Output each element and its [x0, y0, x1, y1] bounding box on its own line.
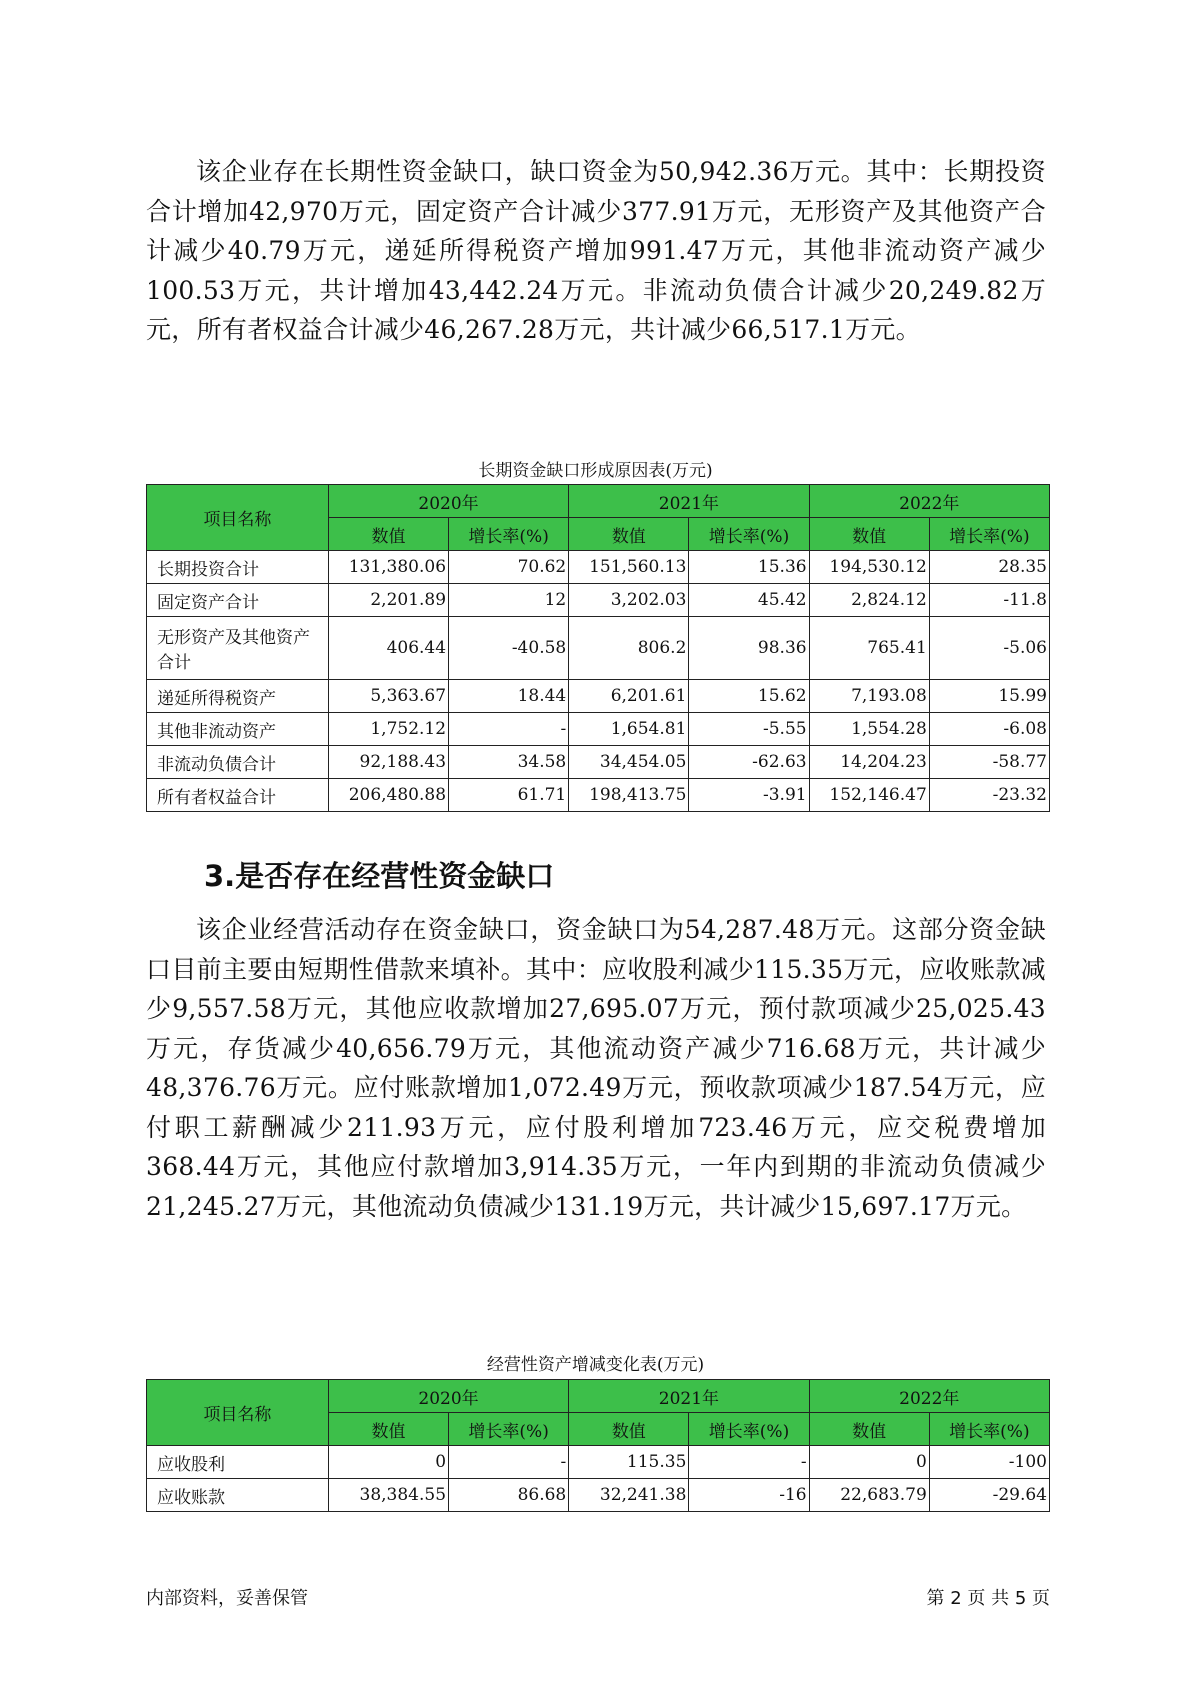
header-value: 数值: [328, 1413, 448, 1446]
table-row: [147, 617, 1050, 680]
header-growth: 增长率(%): [449, 518, 569, 551]
cell-value: 92,188.43: [328, 746, 448, 779]
cell-growth: -3.91: [689, 779, 809, 812]
header-item-name: 项目名称: [147, 485, 329, 551]
cell-value: 0: [809, 1446, 929, 1479]
cell-value: 406.44: [328, 617, 448, 680]
table-row: [147, 1446, 1050, 1479]
cell-growth: 34.58: [449, 746, 569, 779]
header-year-2021: 2021年: [569, 1380, 809, 1413]
long-term-gap-table: [146, 484, 1050, 812]
header-value: 数值: [328, 518, 448, 551]
cell-growth: 12: [449, 584, 569, 617]
header-year-2022: 2022年: [809, 485, 1049, 518]
cell-growth: 61.71: [449, 779, 569, 812]
header-year-2021: 2021年: [569, 485, 809, 518]
paragraph-operating-gap: 该企业经营活动存在资金缺口，资金缺口为54,287.48万元。这部分资金缺口目前主要由短期性借款来填补。其中：应收股利减少115.35万元，应收账款减少9,557.58万元，其他应收款增加27,695.07万元，预付款项减少25,025.43万元，存货减少40,656.79万元，其他流动资产减少716.68万元，共计减少48,376.76万元。应付账款增加1,072.49万元，预收款项减少187.54万元，应付职工薪酬减少211.93万元，应付股利增加723.46万元，应交税费增加368.44万元，其他应付款增加3,914.35万元，一年内到期的非流动负债减少21,245.27万元，其他流动负债减少131.19万元，共计减少15,697.17万元。: [146, 915, 1046, 1221]
header-year-2022: 2022年: [809, 1380, 1049, 1413]
cell-value: 115.35: [569, 1446, 689, 1479]
cell-growth: 45.42: [689, 584, 809, 617]
cell-growth: -58.77: [929, 746, 1049, 779]
cell-value: 2,201.89: [328, 584, 448, 617]
cell-value: 5,363.67: [328, 680, 448, 713]
header-value: 数值: [569, 1413, 689, 1446]
cell-value: 32,241.38: [569, 1479, 689, 1512]
cell-growth: -16: [689, 1479, 809, 1512]
footer-confidential: 内部资料，妥善保管: [146, 1588, 308, 1609]
cell-growth: 18.44: [449, 680, 569, 713]
cell-growth: -100: [929, 1446, 1049, 1479]
cell-value: 1,654.81: [569, 713, 689, 746]
cell-value: 34,454.05: [569, 746, 689, 779]
header-value: 数值: [809, 518, 929, 551]
cell-value: 152,146.47: [809, 779, 929, 812]
cell-growth: -6.08: [929, 713, 1049, 746]
cell-value: 0: [328, 1446, 448, 1479]
cell-value: 7,193.08: [809, 680, 929, 713]
row-name: 递延所得税资产: [147, 680, 329, 713]
cell-value: 38,384.55: [328, 1479, 448, 1512]
cell-value: 1,752.12: [328, 713, 448, 746]
cell-value: 3,202.03: [569, 584, 689, 617]
cell-growth: -5.06: [929, 617, 1049, 680]
cell-growth: -11.8: [929, 584, 1049, 617]
cell-growth: -: [449, 1446, 569, 1479]
cell-growth: 15.36: [689, 551, 809, 584]
header-growth: 增长率(%): [689, 1413, 809, 1446]
row-name: 所有者权益合计: [147, 779, 329, 812]
cell-growth: 86.68: [449, 1479, 569, 1512]
paragraph-long-term-gap: 该企业存在长期性资金缺口，缺口资金为50,942.36万元。其中：长期投资合计增加42,970万元，固定资产合计减少377.91万元，无形资产及其他资产合计减少40.79万元，递延所得税资产增加991.47万元，其他非流动资产减少100.53万元，共计增加43,442.24万元。非流动负债合计减少20,249.82万元，所有者权益合计减少46,267.28万元，共计减少66,517.1万元。: [146, 157, 1046, 344]
cell-value: 22,683.79: [809, 1479, 929, 1512]
cell-value: 765.41: [809, 617, 929, 680]
row-name: 长期投资合计: [147, 551, 329, 584]
cell-growth: -: [449, 713, 569, 746]
cell-growth: 15.99: [929, 680, 1049, 713]
row-name: 固定资产合计: [147, 584, 329, 617]
row-name: 无形资产及其他资产合计: [147, 617, 329, 680]
header-year-2020: 2020年: [328, 485, 568, 518]
row-name: 其他非流动资产: [147, 713, 329, 746]
header-growth: 增长率(%): [689, 518, 809, 551]
row-name: 应收股利: [147, 1446, 329, 1479]
cell-value: 806.2: [569, 617, 689, 680]
table-row: [147, 779, 1050, 812]
row-name: 非流动负债合计: [147, 746, 329, 779]
cell-growth: -: [689, 1446, 809, 1479]
cell-growth: -29.64: [929, 1479, 1049, 1512]
row-name: 应收账款: [147, 1479, 329, 1512]
cell-value: 198,413.75: [569, 779, 689, 812]
cell-value: 1,554.28: [809, 713, 929, 746]
cell-growth: 28.35: [929, 551, 1049, 584]
table-caption-operating: 经营性资产增减变化表(万元): [486, 1355, 705, 1375]
cell-growth: 70.62: [449, 551, 569, 584]
cell-growth: -23.32: [929, 779, 1049, 812]
cell-growth: 98.36: [689, 617, 809, 680]
cell-value: 2,824.12: [809, 584, 929, 617]
table-row: [147, 713, 1050, 746]
cell-growth: -62.63: [689, 746, 809, 779]
header-year-2020: 2020年: [328, 1380, 568, 1413]
header-growth: 增长率(%): [929, 518, 1049, 551]
header-item-name: 项目名称: [147, 1380, 329, 1446]
header-growth: 增长率(%): [929, 1413, 1049, 1446]
cell-value: 131,380.06: [328, 551, 448, 584]
section-heading: 3.是否存在经营性资金缺口: [204, 859, 555, 893]
operating-assets-table: [146, 1379, 1050, 1512]
header-value: 数值: [809, 1413, 929, 1446]
cell-growth: -5.55: [689, 713, 809, 746]
cell-value: 151,560.13: [569, 551, 689, 584]
cell-growth: -40.58: [449, 617, 569, 680]
cell-value: 6,201.61: [569, 680, 689, 713]
table-row: [147, 584, 1050, 617]
table-row: [147, 680, 1050, 713]
footer-page-number: 第 2 页 共 5 页: [926, 1588, 1050, 1609]
cell-value: 206,480.88: [328, 779, 448, 812]
header-value: 数值: [569, 518, 689, 551]
header-growth: 增长率(%): [449, 1413, 569, 1446]
table-row: [147, 551, 1050, 584]
table-caption-long-term: 长期资金缺口形成原因表(万元): [478, 461, 713, 481]
cell-value: 14,204.23: [809, 746, 929, 779]
table-row: [147, 1479, 1050, 1512]
cell-value: 194,530.12: [809, 551, 929, 584]
cell-growth: 15.62: [689, 680, 809, 713]
table-row: [147, 746, 1050, 779]
